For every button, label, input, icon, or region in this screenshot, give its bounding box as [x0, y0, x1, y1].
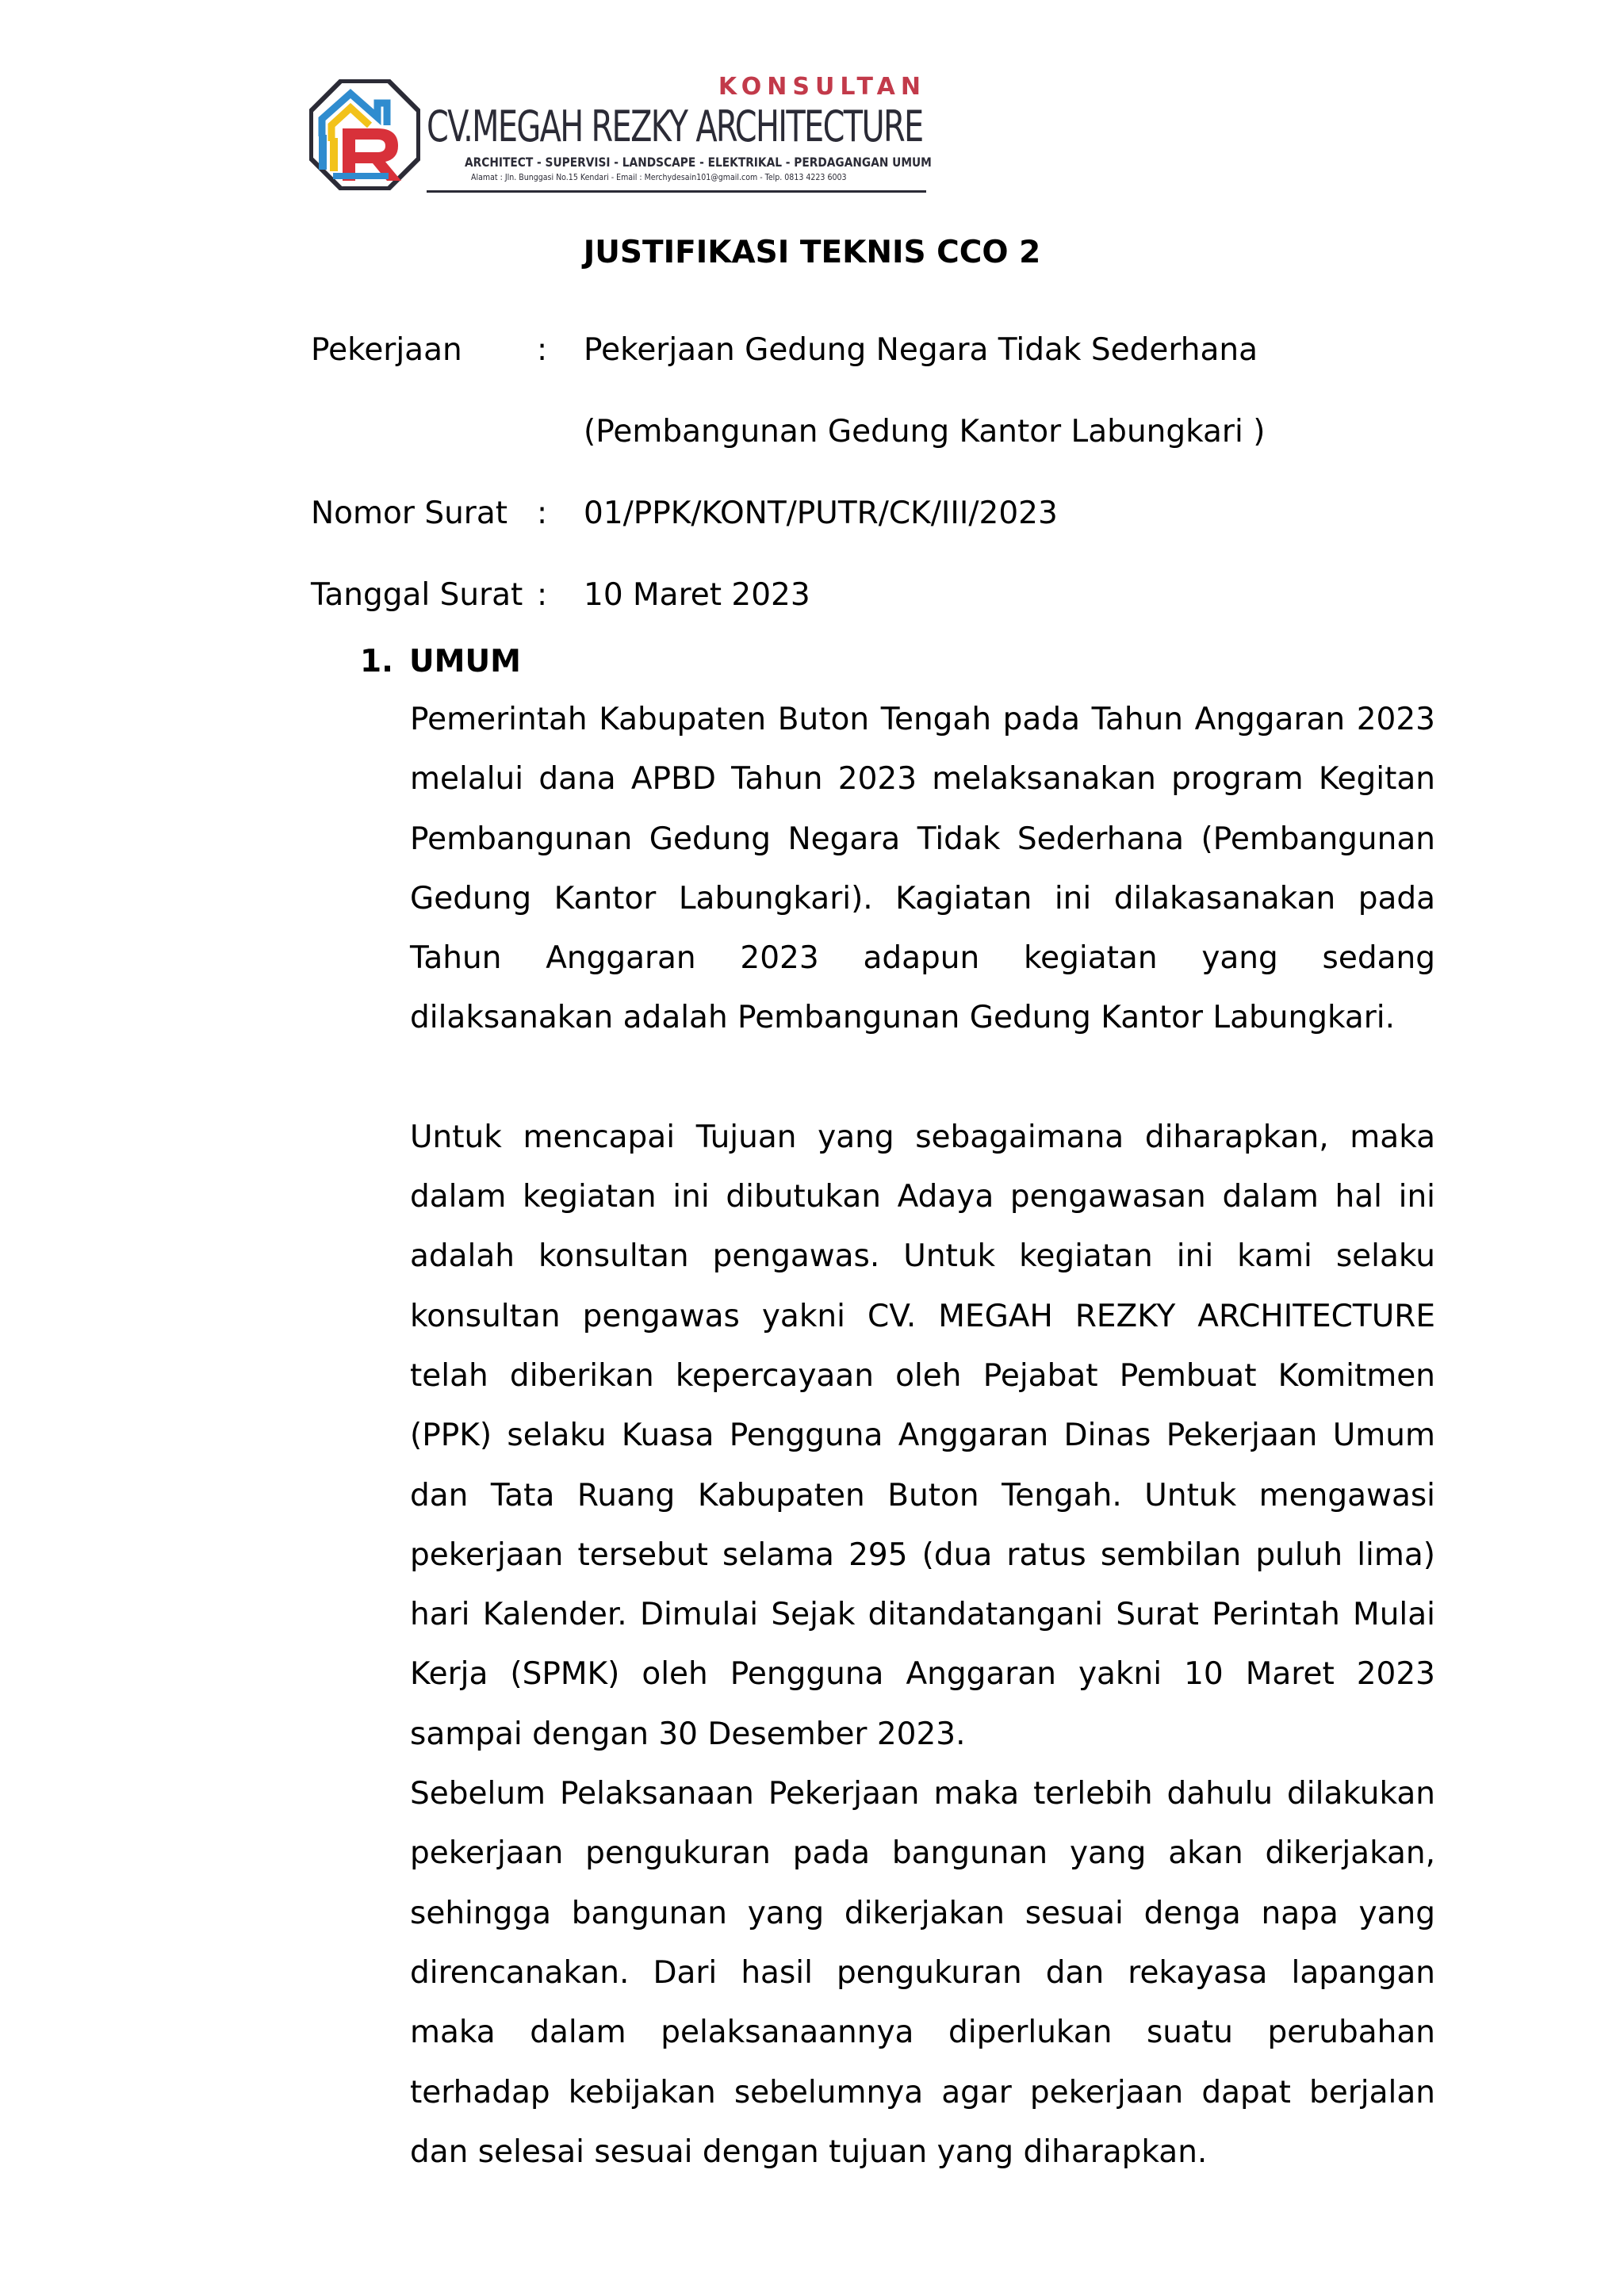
document-meta — [311, 309, 1435, 636]
company-block — [427, 71, 932, 198]
company-services: ARCHITECT - SUPERVISI - LANDSCAPE - ELEKTRIKAL - PERDAGANGAN UMUM — [465, 155, 932, 170]
meta-label: Nomor Surat — [311, 496, 508, 531]
paragraph: Untuk mencapai Tujuan yang sebagaimana diharapkan, maka dalam kegiatan ini dibutukan Adaya pengawasan dalam hal ini adalah konsultan pengawas. Untuk kegiatan ini kami selaku konsultan pengawas yakni CV. MEGAH REZKY ARCHITECTURE telah diberikan kepercayaan oleh Pejabat Pembuat Komitmen (PPK) selaku Kuasa Pengguna Anggaran Dinas Pekerjaan Umum dan Tata Ruang Kabupaten Buton Tengah. Untuk mengawasi pekerjaan tersebut selama 295 (dua ratus sembilan puluh lima) hari Kalender. Dimulai Sejak ditandatangani Surat Perintah Mulai Kerja (SPMK) oleh Pengguna Anggaran yakni 10 Maret 2023 sampai dengan 30 Desember 2023. — [410, 1119, 1435, 1752]
company-address: Alamat : Jln. Bunggasi No.15 Kendari - Email : Merchydesain101@gmail.com - Telp. 0813 4223 6003 — [471, 172, 847, 182]
meta-colon: : — [537, 577, 548, 613]
meta-row-nomor-surat — [311, 473, 1435, 554]
section-heading-text: UMUM — [409, 644, 521, 679]
letterhead-rule — [427, 190, 926, 193]
meta-value: 10 Maret 2023 — [584, 577, 810, 613]
meta-label: Pekerjaan — [311, 332, 462, 368]
company-tagline: KONSULTAN — [718, 73, 926, 101]
section-umum — [311, 634, 1435, 2182]
letterhead — [309, 71, 932, 198]
section-body — [410, 690, 1435, 2182]
company-name: CV.MEGAH REZKY ARCHITECTURE — [427, 101, 923, 151]
meta-row-tanggal-surat — [311, 554, 1435, 636]
meta-colon: : — [537, 332, 548, 368]
paragraph: Pemerintah Kabupaten Buton Tengah pada Tahun Anggaran 2023 melalui dana APBD Tahun 2023 melaksanakan program Kegitan Pembangunan Gedung Negara Tidak Sederhana (Pembangunan Gedung Kantor Labungkari). Kagiatan ini dilakasanakan pada Tahun Anggaran 2023 adapun kegiatan yang sedang dilaksanakan adalah Pembangunan Gedung Kantor Labungkari. — [410, 702, 1435, 1036]
document-title: JUSTIFIKASI TEKNIS CCO 2 — [583, 235, 1041, 270]
section-heading — [311, 634, 1435, 690]
house-r-logo-icon — [309, 79, 420, 190]
meta-colon: : — [537, 496, 548, 531]
paragraph: Sebelum Pelaksanaan Pekerjaan maka terlebih dahulu dilakukan pekerjaan pengukuran pada bangunan yang akan dikerjakan, sehingga bangunan yang dikerjakan sesuai denga napa yang direncanakan. Dari hasil pengukuran dan rekayasa lapangan maka dalam pelaksanaannya diperlukan suatu perubahan terhadap kebijakan sebelumnya agar pekerjaan dapat berjalan dan selesai sesuai dengan tujuan yang diharapkan. — [410, 1776, 1435, 2170]
meta-label: Tanggal Surat — [311, 577, 523, 613]
meta-value: 01/PPK/KONT/PUTR/CK/III/2023 — [584, 496, 1058, 531]
meta-row-pekerjaan — [311, 309, 1435, 473]
section-number: 1. — [360, 644, 393, 679]
section-number-wrap — [311, 634, 409, 690]
meta-value: Pekerjaan Gedung Negara Tidak Sederhana (Pembangunan Gedung Kantor Labungkari ) — [584, 332, 1266, 450]
